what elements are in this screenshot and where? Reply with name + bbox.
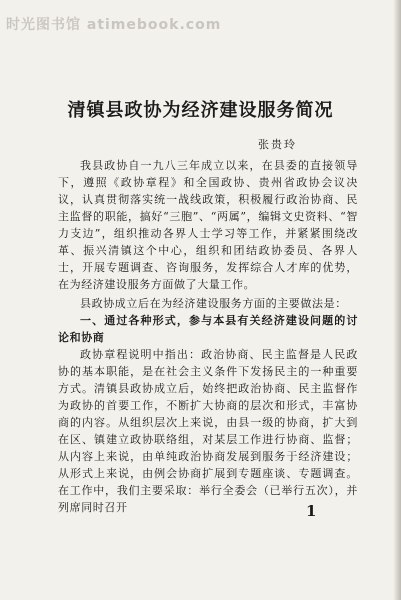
watermark: 时光图书馆 atimebook.com xyxy=(6,17,222,33)
section-heading: 一、通过各种形式，参与本县有关经济建设问题的讨论和协商 xyxy=(58,314,358,344)
article-author: 张贵玲 xyxy=(258,138,297,151)
article-title: 清镇县政协为经济建设服务简况 xyxy=(67,100,334,121)
page-number: 1 xyxy=(306,502,317,520)
body-paragraph: 我县政协自一九八三年成立以来，在县委的直接领导下，遵照《政协章程》和全国政协、贵州省政协会议决议，认真贯彻落实统一战线政策，积极履行政治协商、民主监督的职能，搞好“三胞”、“两属”，编辑文史资料、“智力支边”，组织推动各界人士学习等工作，并紧紧围绕改革、振兴清镇这个中心，组织和团结政协委员、各界人士，开展专题调查、咨询服务，发挥综合人才库的优势，在为经济建设服务方面做了大量工作。 xyxy=(58,159,358,291)
body-paragraph: 县政协成立后在为经济建设服务方面的主要做法是： xyxy=(80,297,347,310)
body-paragraph: 政协章程说明中指出：政治协商、民主监督是人民政协的基本职能，是在社会主义条件下发扬民主的一种重要方式。清镇县政协成立后，始终把政治协商、民主监督作为政协的首要工作，不断扩大协商的层次和形式，丰富协商的内容。从组织层次上来说，由县一级的协商，扩大到在区、镇建立政协联络组，对某层工作进行协商、监督；从内容上来说，由单纯政治协商发展到服务于经济建设；从形式上来说，由例会协商扩展到专题座谈、专题调查。在工作中，我们主要采取：举行全委会（已举行五次），并列席同时召开 xyxy=(58,348,358,514)
page-edge-shadow xyxy=(393,0,401,600)
